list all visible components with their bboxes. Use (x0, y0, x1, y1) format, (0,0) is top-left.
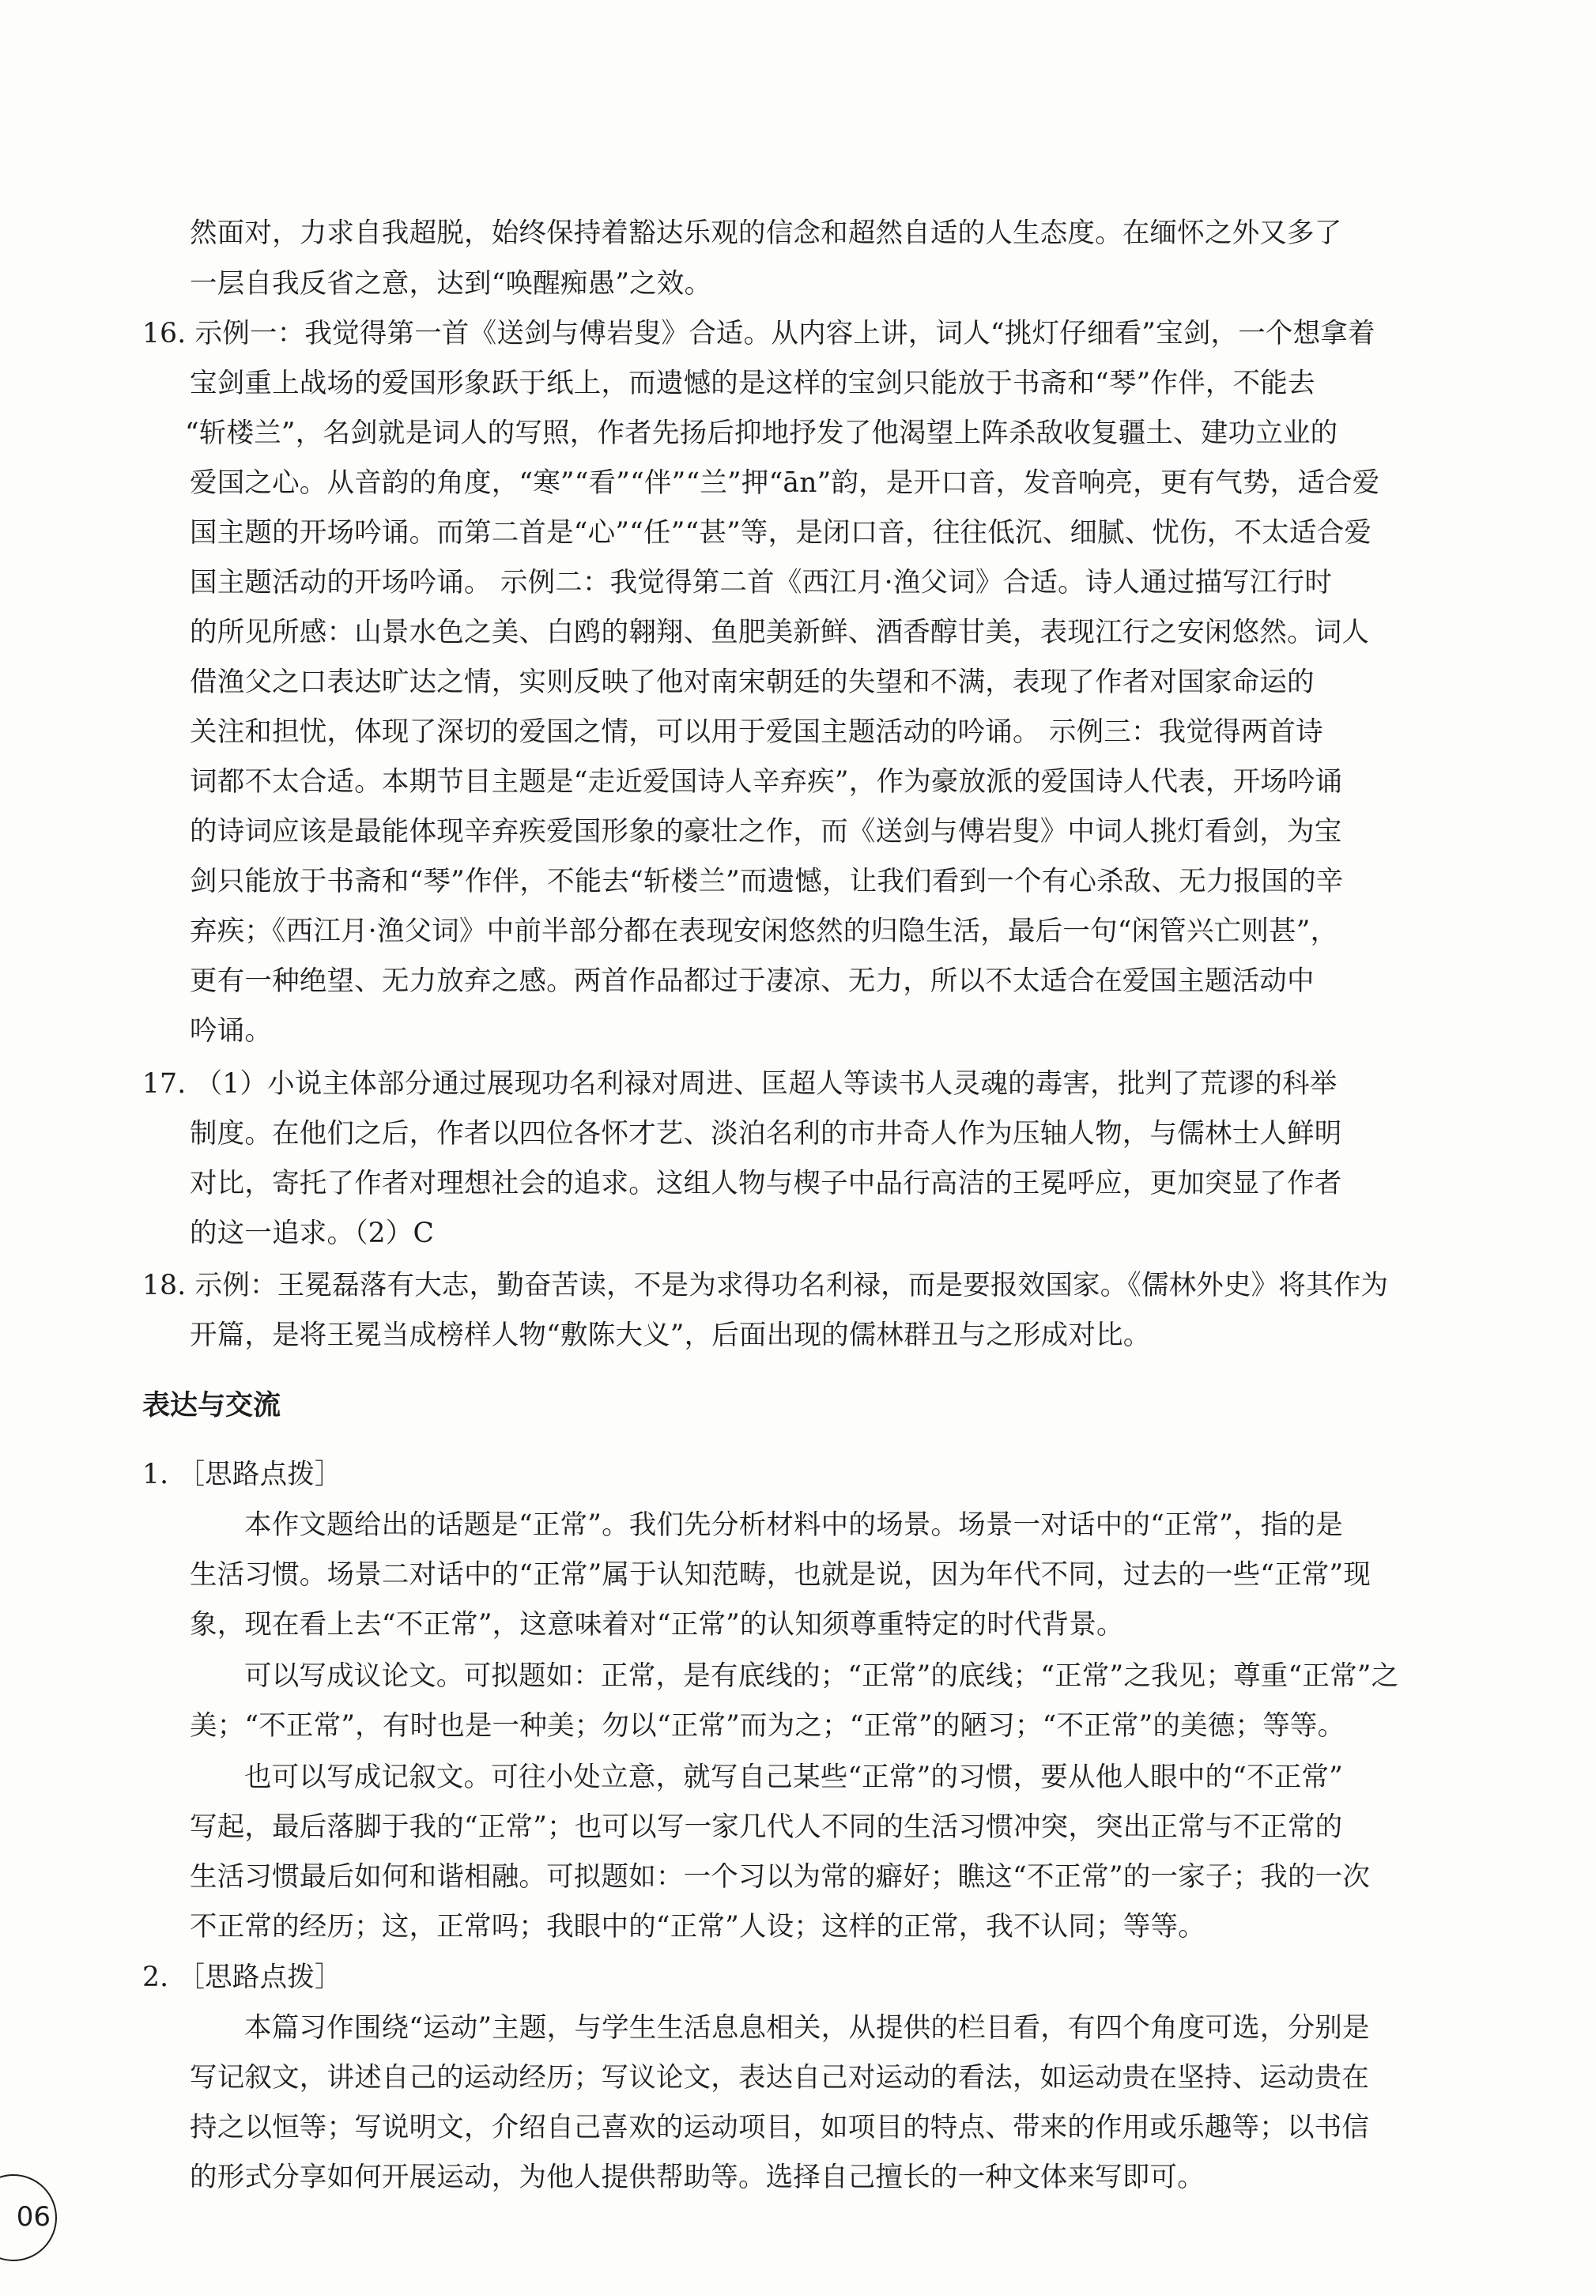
text-line: 更有一种绝望、无力放弃之感。两首作品都过于凄凉、无力，所以不太适合在爱国主题活动中 (190, 965, 1315, 997)
text-line: 国主题的开场吟诵。而第二首是“心”“任”“甚”等，是闭口音，往往低沉、细腻、忧伤，不太适合爱 (190, 517, 1372, 549)
text-line: 写起，最后落脚于我的“正常”；也可以写一家几代人不同的生活习惯冲突，突出正常与不正常的 (190, 1811, 1343, 1843)
text-line: 写记叙文，讲述自己的运动经历；写议论文，表达自己对运动的看法，如运动贵在坚持、运动贵在 (190, 2062, 1370, 2094)
text-line: 1. ［思路点拨］ (142, 1459, 342, 1490)
text-line: 关注和担忧，体现了深切的爱国之情，可以用于爱国主题活动的吟诵。 示例三：我觉得两首诗 (190, 716, 1323, 748)
text-line: 剑只能放于书斋和“琴”作伴，不能去“斩楼兰”而遗憾，让我们看到一个有心杀敌、无力报国的辛 (190, 866, 1344, 897)
text-line: 的诗词应该是最能体现辛弃疾爱国形象的豪壮之作，而《送剑与傅岩叟》中词人挑灯看剑，为宝 (190, 816, 1342, 848)
text-line: 生活习惯。场景二对话中的“正常”属于认知范畴，也就是说，因为年代不同，过去的一些“正常”现 (190, 1559, 1372, 1591)
text-line: 词都不太合适。本期节目主题是“走近爱国诗人辛弃疾”，作为豪放派的爱国诗人代表，开场吟诵 (190, 766, 1343, 798)
text-line: 16. 示例一：我觉得第一首《送剑与傅岩叟》合适。从内容上讲，词人“挑灯仔细看”宝剑，一个想拿着 (142, 318, 1375, 349)
text-line: 也可以写成记叙文。可往小处立意，就写自己某些“正常”的习惯，要从他人眼中的“不正常” (244, 1762, 1343, 1793)
text-line: 18. 示例：王冕磊落有大志，勤奋苦读，不是为求得功名利禄，而是要报效国家。《儒林外史》将其作为 (142, 1270, 1389, 1301)
text-line: 本作文题给出的话题是“正常”。我们先分析材料中的场景。场景一对话中的“正常”，指的是 (244, 1509, 1343, 1541)
text-line: 的所见所感：山景水色之美、白鸥的翱翔、鱼肥美新鲜、酒香醇甘美，表现江行之安闲悠然。词人 (190, 617, 1370, 648)
text-line: 宝剑重上战场的爱国形象跃于纸上，而遗憾的是这样的宝剑只能放于书斋和“琴”作伴，不能去 (190, 368, 1315, 399)
text-line: 生活习惯最后如何和谐相融。可拟题如：一个习以为常的癖好；瞧这“不正常”的一家子；我的一次 (190, 1861, 1371, 1893)
text-line: 制度。在他们之后，作者以四位各怀才艺、淡泊名利的市井奇人作为压轴人物，与儒林士人鲜明 (190, 1118, 1342, 1150)
text-line: 的这一追求。（2）C (190, 1218, 435, 1249)
text-line: 吟诵。 (190, 1015, 273, 1047)
text-line: 国主题活动的开场吟诵。 示例二：我觉得第二首《西江月·渔父词》合适。诗人通过描写江行时 (190, 567, 1333, 599)
text-line: 2. ［思路点拨］ (142, 1962, 342, 1993)
text-line: 一层自我反省之意，达到“唤醒痴愚”之效。 (190, 268, 712, 300)
section-heading: 表达与交流 (142, 1390, 281, 1422)
text-line: 不正常的经历；这，正常吗；我眼中的“正常”人设；这样的正常，我不认同；等等。 (190, 1911, 1205, 1943)
text-line: 弃疾；《西江月·渔父词》中前半部分都在表现安闲悠然的归隐生活，最后一句“闲管兴亡则甚”， (190, 916, 1338, 947)
text-line: 然面对，力求自我超脱，始终保持着豁达乐观的信念和超然自适的人生态度。在缅怀之外又多了 (190, 217, 1342, 249)
text-line: 17. （1）小说主体部分通过展现功名利禄对周进、匡超人等读书人灵魂的毒害，批判了荒谬的科举 (142, 1068, 1338, 1100)
text-line: 持之以恒等；写说明文，介绍自己喜欢的运动项目，如项目的特点、带来的作用或乐趣等；以书信 (190, 2112, 1370, 2143)
text-line: 开篇，是将王冕当成榜样人物“敷陈大义”，后面出现的儒林群丑与之形成对比。 (190, 1320, 1151, 1351)
text-line: 借渔父之口表达旷达之情，实则反映了他对南宋朝廷的失望和不满，表现了作者对国家命运的 (190, 667, 1315, 698)
page-number: 06 (0, 2174, 57, 2261)
text-line: 的形式分享如何开展运动，为他人提供帮助等。选择自己擅长的一种文体来写即可。 (190, 2162, 1205, 2193)
text-line: “斩楼兰”，名剑就是词人的写照，作者先扬后抑地抒发了他渴望上阵杀敌收复疆土、建功立业的 (185, 417, 1338, 449)
text-line: 可以写成议论文。可拟题如：正常，是有底线的；“正常”的底线；“正常”之我见；尊重“正常”之 (244, 1660, 1399, 1692)
text-line: 本篇习作围绕“运动”主题，与学生生活息息相关，从提供的栏目看，有四个角度可选，分别是 (244, 2012, 1370, 2044)
text-line: 象，现在看上去“不正常”，这意味着对“正常”的认知须尊重特定的时代背景。 (190, 1609, 1124, 1641)
text-line: 美；“不正常”，有时也是一种美；勿以“正常”而为之；“正常”的陋习；“不正常”的美德；等等。 (190, 1710, 1345, 1742)
text-line: 爱国之心。从音韵的角度，“寒”“看”“伴”“兰”押“ān”韵，是开口音，发音响亮，更有气势，适合爱 (190, 467, 1380, 499)
text-line: 对比，寄托了作者对理想社会的追求。这组人物与楔子中品行高洁的王冕呼应，更加突显了作者 (190, 1168, 1342, 1199)
